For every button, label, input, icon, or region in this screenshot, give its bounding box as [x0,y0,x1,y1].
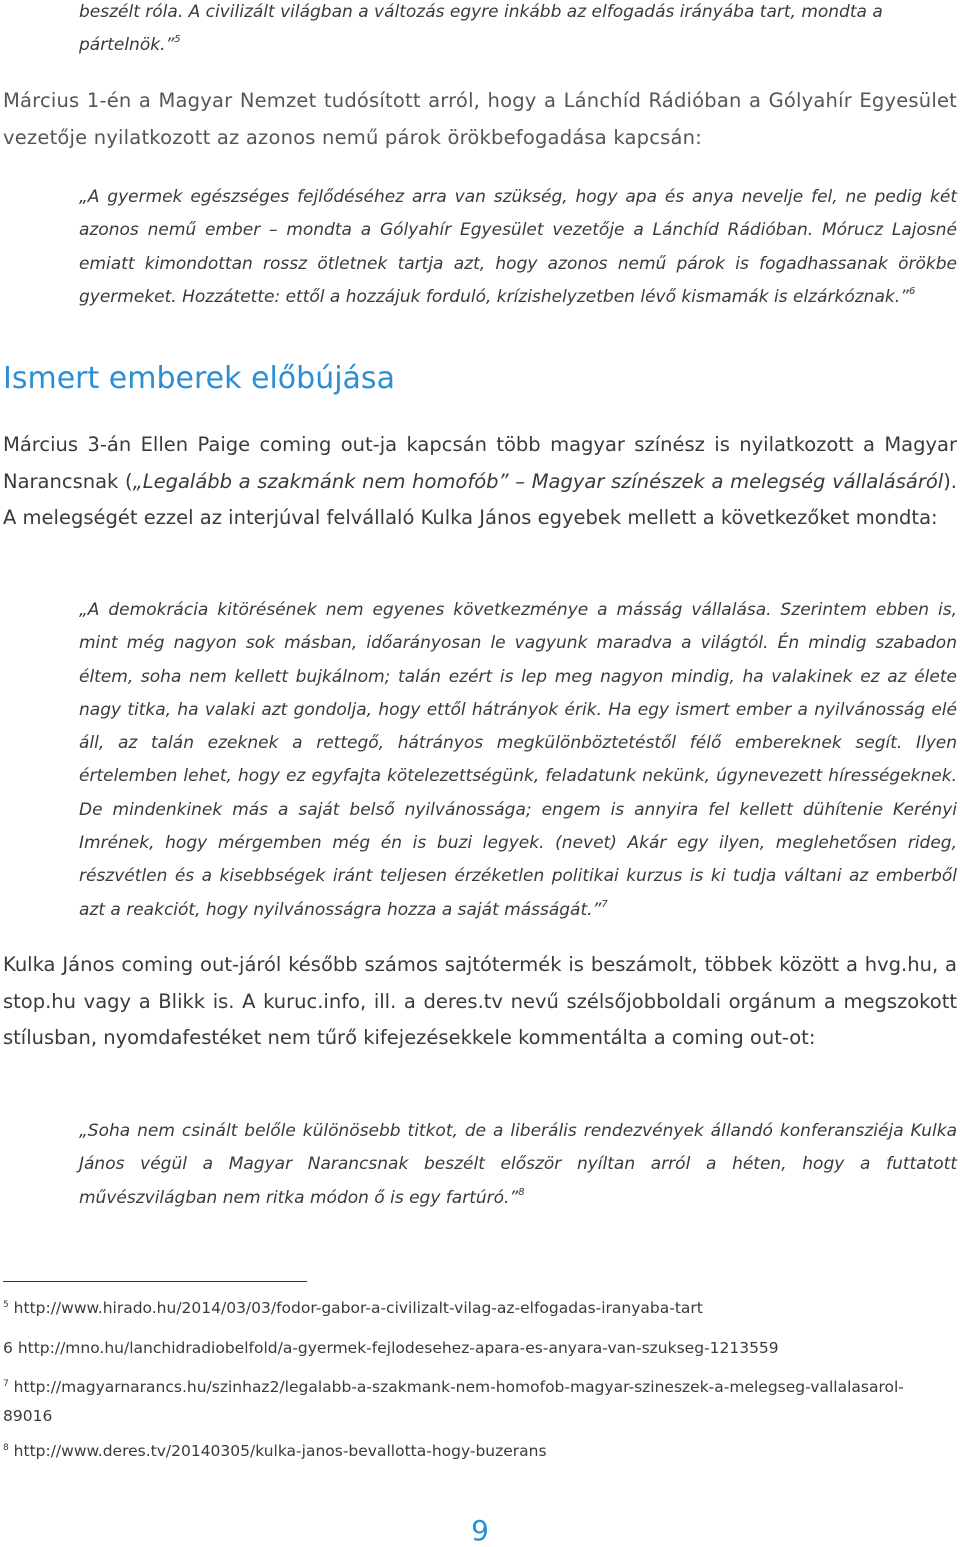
footnote-6-link[interactable]: http://mno.hu/lanchidradiobelfold/a-gyermek-fejlodesehez-apara-es-anyara-van-szukseg-1213559 [17,1339,779,1357]
quote-kuruc-text: „Soha nem csinált belőle különösebb titkot, de a liberális rendezvények állandó konferansziéja Kulka János végül a Magyar Narancsnak beszélt először nyíltan arról a héten, hogy a futtatott művészvilágban nem ritka módon ő is egy fartúró.” [79,1121,957,1208]
quote-kulka [79,594,957,929]
article-title: „Legalább a szakmánk nem homofób” – Magyar színészek a melegség vállalásáról [132,469,944,493]
footnote-ref-8: 8 [518,1186,525,1198]
footnote-5-link[interactable]: http://www.hirado.hu/2014/03/03/fodor-gabor-a-civilizalt-vilag-az-elfogadas-iranyaba-tart [13,1299,703,1317]
paragraph-lanchid: Március 1-én a Magyar Nemzet tudósított arról, hogy a Lánchíd Rádióban a Gólyahír Egyesület vezetője nyilatkozott az azonos nemű párok örökbefogadása kapcsán: [3,89,957,149]
quote-golyahir [79,181,957,316]
footnote-5-number: 5 [3,1300,9,1310]
quote-kulka-text: „A demokrácia kitörésének nem egyenes következménye a másság vállalása. Szerintem ebben is, mint még nagyon sok másban, időarányosan le vagyunk maradva a világtól. Én mindig szabadon éltem, soha nem kellett bujkálnom; talán ezért is lep meg nagyon mindig, ha valakinek ez az élete nagy titka, ha valaki azt gondolja, hogy ettől hátrányok érik. Ha egy ismert ember a nyilvánosság elé áll, az talán ezeknek a rettegő, hátrányos megkülönböztetéstől félő embereknek segít. Ilyen értelemben lehet, hogy ez egyfajta kötelezettségünk, feladatunk nekünk, úgynevezett hírességeknek. De mindenkinek más a saját belső nyilvánossága; engem is annyira fel kellett dühítenie Kerényi Imrének, hogy mérgemben még én is buzi legyek. (nevet) Akár egy ilyen, meglehetősen rideg, részvétlen és a kisebbségek iránt teljesen érzéketlen politikai kurzus is ki tudja váltani az emberből azt a reakciót, hogy nyilvánosságra hozza a saját másságát.” [79,600,957,920]
section-heading: Ismert emberek előbújása [3,361,395,396]
quote-continuation-line2: pártelnök.” [79,35,175,56]
footnote-7-number: 7 [3,1379,9,1389]
footnote-8 [3,1438,943,1467]
footnote-7 [3,1374,943,1429]
footnote-5 [3,1295,943,1324]
quote-golyahir-text: „A gyermek egészséges fejlődéséhez arra van szükség, hogy apa és anya nevelje fel, ne pedig két azonos nemű ember – mondta a Gólyahír Egyesület vezetője a Lánchíd Rádióban. Mórucz Lajosné emiatt kimondottan rossz ötletnek tartja azt, hogy azonos nemű párok is fogadhassanak örökbe gyermeket. Hozzátette: ettől a hozzájuk forduló, krízishelyzetben lévő kismamák is elzárkóznak.” [79,187,957,307]
paragraph-ellen-paige-part2: ). A melegségét ezzel az interjúval felvállaló Kulka János egyebek mellett a következőket mondta: [3,469,957,529]
footnote-divider [3,1281,307,1282]
footnote-6-number: 6 [3,1339,13,1357]
footnote-6 [3,1335,943,1361]
quote-continuation [79,0,957,65]
footnote-ref-7: 7 [601,898,608,910]
page-number: 9 [471,1514,489,1547]
footnote-8-link[interactable]: http://www.deres.tv/20140305/kulka-janos-bevallotta-hogy-buzerans [13,1442,547,1460]
footnote-ref-6: 6 [908,285,916,297]
quote-continuation-line1: beszélt róla. A civilizált világban a változás egyre inkább az elfogadás irányába tart, mondta a [79,2,883,22]
quote-kuruc [79,1115,957,1217]
footnote-8-number: 8 [3,1443,9,1453]
paragraph-ellen-paige-part1: Március 3-án Ellen Paige coming out-ja kapcsán több magyar színész is nyilatkozott a Magyar Narancsnak ( [3,433,957,493]
footnote-7-link[interactable]: http://magyarnarancs.hu/szinhaz2/legalabb-a-szakmank-nem-homofob-magyar-szineszek-a-melegseg-vallalasarol-89016 [3,1378,904,1425]
paragraph-press: Kulka János coming out-járól később számos sajtótermék is beszámolt, többek között a hvg.hu, a stop.hu vagy a Blikk is. A kuruc.info, ill. a deres.tv nevű szélsőjobboldali orgánum a megszokott stílusban, nyomdafestéket nem tűrő kifejezésekkele kommentálta a coming out-ot: [3,953,957,1049]
paragraph-ellen-paige [3,427,957,537]
footnote-ref-5: 5 [174,34,181,46]
